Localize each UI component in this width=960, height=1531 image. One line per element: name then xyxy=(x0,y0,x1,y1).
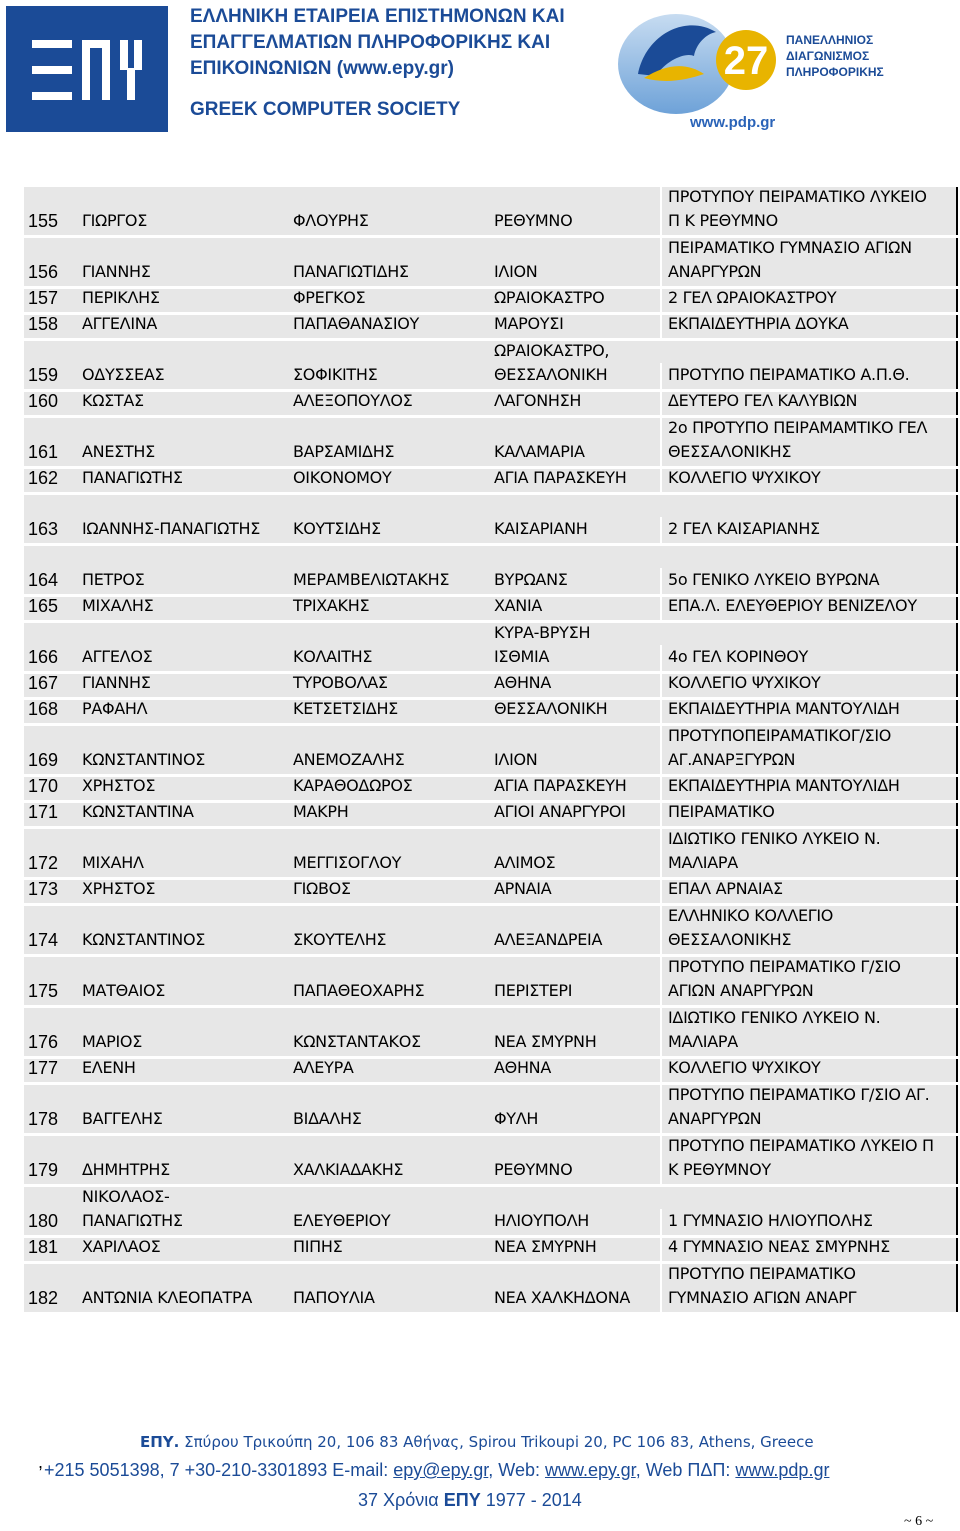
cell-first-name: ΑΓΓΕΛΟΣ xyxy=(82,647,153,666)
cell-school: ΠΡΟΤΥΠΟ ΠΕΙΡΑΜΑΤΙΚΟ Α.Π.Θ. xyxy=(660,363,958,389)
cell-city: ΙΛΙΟΝ xyxy=(494,262,538,281)
cell-last-name: ΚΟΥΤΣΙΔΗΣ xyxy=(293,519,381,538)
cell-row-number: 174 xyxy=(28,930,59,950)
cell-school: 2 ΓΕΛ ΩΡΑΙΟΚΑΣΤΡΟΥ xyxy=(660,286,958,312)
cell-row-number: 172 xyxy=(28,853,59,873)
epy-logo xyxy=(6,6,168,132)
table-row xyxy=(24,418,958,469)
pdp-number: 27 xyxy=(723,39,769,83)
cell-row-number: 159 xyxy=(28,365,59,385)
cell-last-name: ΠΑΝΑΓΙΩΤΙΔΗΣ xyxy=(293,262,409,281)
cell-city: ΝΕΑ ΣΜΥΡΝΗ xyxy=(494,1237,597,1256)
cell-first-name: ΟΔΥΣΣΕΑΣ xyxy=(82,365,165,384)
cell-school: ΕΠΑΛ ΑΡΝΑΙΑΣ xyxy=(660,877,958,903)
cell-last-name: ΠΑΠΑΘΕΟΧΑΡΗΣ xyxy=(293,981,425,1000)
table-row xyxy=(24,1008,958,1059)
cell-last-name: ΣΚΟΥΤΕΛΗΣ xyxy=(293,930,387,949)
cell-city: ΑΘΗΝΑ xyxy=(494,673,551,692)
table-border xyxy=(956,495,958,543)
table-row xyxy=(24,1238,958,1264)
cell-last-name: ΒΑΡΣΑΜΙΔΗΣ xyxy=(293,442,395,461)
cell-row-number: 175 xyxy=(28,981,59,1001)
pdp-url: www.pdp.gr xyxy=(690,114,776,131)
cell-city: ΑΓΙΟΙ ΑΝΑΡΓΥΡΟΙ xyxy=(494,802,626,821)
cell-last-name: ΤΡΙΧΑΚΗΣ xyxy=(293,596,370,615)
organization-english-name: GREEK COMPUTER SOCIETY xyxy=(190,99,461,120)
table-border xyxy=(956,880,958,903)
table-row xyxy=(24,315,958,341)
cell-school: ΙΔΙΩΤΙΚΟ ΓΕΝΙΚΟ ΛΥΚΕΙΟ Ν. ΜΑΛΙΑΡΑ xyxy=(660,827,958,877)
cell-row-number: 165 xyxy=(28,596,59,616)
cell-city: ΠΕΡΙΣΤΕΡΙ xyxy=(494,981,573,1000)
cell-row-number: 173 xyxy=(28,879,59,899)
footer-brand: ΕΠΥ. xyxy=(140,1433,180,1451)
cell-city: ΝΕΑ ΣΜΥΡΝΗ xyxy=(494,1032,597,1051)
pdp-logo xyxy=(616,4,884,116)
cell-row-number: 171 xyxy=(28,802,59,822)
cell-school: ΔΕΥΤΕΡΟ ΓΕΛ ΚΑΛΥΒΙΩΝ xyxy=(660,389,958,415)
table-row xyxy=(24,546,958,597)
cell-first-name: ΜΑΡΙΟΣ xyxy=(82,1032,143,1051)
cell-row-number: 155 xyxy=(28,211,59,231)
table-border xyxy=(956,674,958,697)
cell-row-number: 162 xyxy=(28,468,59,488)
cell-school: ΕΚΠΑΙΔΕΥΤΗΡΙΑ ΜΑΝΤΟΥΛΙΔΗ xyxy=(660,774,958,800)
table-border xyxy=(956,1238,958,1261)
cell-row-number: 176 xyxy=(28,1032,59,1052)
cell-school: ΙΔΙΩΤΙΚΟ ΓΕΝΙΚΟ ΛΥΚΕΙΟ Ν. ΜΑΛΙΑΡΑ xyxy=(660,1006,958,1056)
table-border xyxy=(956,392,958,415)
table-row xyxy=(24,1264,958,1315)
cell-first-name: ΑΝΤΩΝΙΑ ΚΛΕΟΠΑΤΡΑ xyxy=(82,1288,253,1307)
cell-city: ΒΥΡΩΑΝΣ xyxy=(494,570,568,589)
table-border xyxy=(956,546,958,594)
cell-first-name: ΠΑΝΑΓΙΩΤΗΣ xyxy=(82,468,183,487)
table-border xyxy=(956,418,958,466)
page-header xyxy=(0,0,960,140)
cell-city: ΝΕΑ ΧΑΛΚΗΔΟΝΑ xyxy=(494,1288,631,1307)
cell-last-name: ΣΟΦΙΚΙΤΗΣ xyxy=(293,365,378,384)
cell-row-number: 157 xyxy=(28,288,59,308)
cell-city: ΡΕΘΥΜΝΟ xyxy=(494,211,573,230)
table-border xyxy=(956,341,958,389)
table-border xyxy=(956,957,958,1005)
cell-row-number: 160 xyxy=(28,391,59,411)
cell-school: ΠΕΙΡΑΜΑΤΙΚΟ ΓΥΜΝΑΣΙΟ ΑΓΙΩΝ ΑΝΑΡΓΥΡΩΝ xyxy=(660,236,958,286)
cell-first-name: ΧΡΗΣΤΟΣ xyxy=(82,879,156,898)
table-row xyxy=(24,597,958,623)
organization-name: ΕΛΛΗΝΙΚΗ ΕΤΑΙΡΕΙΑ ΕΠΙΣΤΗΜΟΝΩΝ ΚΑΙ ΕΠΑΓΓΕΛΜΑΤΙΩΝ ΠΛΗΡΟΦΟΡΙΚΗΣ ΚΑΙ ΕΠΙΚΟΙΝΩΝΙΩΝ (www.epy.gr) xyxy=(190,6,565,79)
table-border xyxy=(956,1059,958,1082)
email-link[interactable]: epy@epy.gr xyxy=(393,1460,489,1480)
cell-first-name: ΜΙΧΑΗΛ xyxy=(82,853,144,872)
cell-first-name: ΜΙΧΑΛΗΣ xyxy=(82,596,154,615)
cell-last-name: ΕΛΕΥΘΕΡΙΟΥ xyxy=(293,1211,391,1230)
cell-last-name: ΠΑΠΟΥΛΙΑ xyxy=(293,1288,375,1307)
table-border xyxy=(956,238,958,286)
cell-last-name: ΦΛΟΥΡΗΣ xyxy=(293,211,369,230)
table-border xyxy=(956,1187,958,1235)
cell-first-name: ΝΙΚΟΛΑΟΣ- ΠΑΝΑΓΙΩΤΗΣ xyxy=(82,1187,183,1230)
cell-city: ΑΛΕΞΑΝΔΡΕΙΑ xyxy=(494,930,603,949)
table-row xyxy=(24,238,958,289)
cell-last-name: ΚΟΛΑΙΤΗΣ xyxy=(293,647,373,666)
cell-school: 4ο ΓΕΛ ΚΟΡΙΝΘΟΥ xyxy=(660,645,958,671)
cell-first-name: ΚΩΣΤΑΣ xyxy=(82,391,144,410)
cell-last-name: ΧΑΛΚΙΑΔΑΚΗΣ xyxy=(293,1160,404,1179)
cell-first-name: ΧΡΗΣΤΟΣ xyxy=(82,776,156,795)
cell-last-name: ΟΙΚΟΝΟΜΟΥ xyxy=(293,468,392,487)
table-row xyxy=(24,726,958,777)
cell-first-name: ΔΗΜΗΤΡΗΣ xyxy=(82,1160,170,1179)
cell-last-name: ΦΡΕΓΚΟΣ xyxy=(293,288,366,307)
table-row xyxy=(24,700,958,726)
cell-last-name: ΜΕΡΑΜΒΕΛΙΩΤΑΚΗΣ xyxy=(293,570,450,589)
cell-last-name: ΑΛΕΥΡΑ xyxy=(293,1058,354,1077)
table-row xyxy=(24,469,958,495)
cell-last-name: ΠΙΠΗΣ xyxy=(293,1237,343,1256)
cell-first-name: ΚΩΝΣΤΑΝΤΙΝΑ xyxy=(82,802,194,821)
cell-city: ΑΓΙΑ ΠΑΡΑΣΚΕΥΗ xyxy=(494,776,627,795)
cell-city: ΩΡΑΙΟΚΑΣΤΡΟ, ΘΕΣΣΑΛΟΝΙΚΗ xyxy=(494,341,610,384)
cell-school: ΕΚΠΑΙΔΕΥΤΗΡΙΑ ΜΑΝΤΟΥΛΙΔΗ xyxy=(660,697,958,723)
table-row xyxy=(24,829,958,880)
cell-city: ΜΑΡΟΥΣΙ xyxy=(494,314,564,333)
cell-city: ΘΕΣΣΑΛΟΝΙΚΗ xyxy=(494,699,608,718)
cell-last-name: ΤΥΡΟΒΟΛΑΣ xyxy=(293,673,388,692)
table-border xyxy=(956,289,958,312)
table-border xyxy=(956,1264,958,1312)
cell-row-number: 166 xyxy=(28,647,59,667)
cell-last-name: ΒΙΔΑΛΗΣ xyxy=(293,1109,362,1128)
cell-row-number: 164 xyxy=(28,570,59,590)
table-border xyxy=(956,726,958,774)
cell-school: ΚΟΛΛΕΓΙΟ ΨΥΧΙΚΟΥ xyxy=(660,671,958,697)
page-footer: ΕΠΥ. Σπύρου Τρικούπη 20, 106 83 Αθήνας, Spirou Trikoupi 20, PC 106 83, Athens, Greece , +215 5051398, 7 +30-210-3301893 E-mail: epy@epy.gr, Web: www.epy.gr, Web ΠΔΠ: www.pdp.gr 37 Χρόνια ΕΠΥ 1977 - 2014 ~ 6 ~ xyxy=(38,1433,934,1529)
table-border xyxy=(956,700,958,723)
cell-row-number: 181 xyxy=(28,1237,59,1257)
table-border xyxy=(956,1136,958,1184)
cell-row-number: 179 xyxy=(28,1160,59,1180)
cell-school: ΠΡΟΤΥΠΟΥ ΠΕΙΡΑΜΑΤΙΚΟ ΛΥΚΕΙΟ Π Κ ΡΕΘΥΜΝΟ xyxy=(660,185,958,235)
cell-school: ΠΡΟΤΥΠΟ ΠΕΙΡΑΜΑΤΙΚΟ ΛΥΚΕΙΟ Π Κ ΡΕΘΥΜΝΟΥ xyxy=(660,1134,958,1184)
cell-row-number: 170 xyxy=(28,776,59,796)
cell-last-name: ΑΛΕΞΟΠΟΥΛΟΣ xyxy=(293,391,413,410)
cell-school: ΕΠΑ.Λ. ΕΛΕΥΘΕΡΙΟΥ ΒΕΝΙΖΕΛΟΥ xyxy=(660,594,958,620)
table-row xyxy=(24,341,958,392)
cell-city: ΑΛΙΜΟΣ xyxy=(494,853,556,872)
table-row xyxy=(24,623,958,674)
cell-last-name: ΓΙΩΒΟΣ xyxy=(293,879,351,898)
table-border xyxy=(956,623,958,671)
cell-last-name: ΠΑΠΑΘΑΝΑΣΙΟΥ xyxy=(293,314,420,333)
cell-row-number: 177 xyxy=(28,1058,59,1078)
cell-first-name: ΚΩΝΣΤΑΝΤΙΝΟΣ xyxy=(82,930,206,949)
cell-row-number: 180 xyxy=(28,1211,59,1231)
cell-first-name: ΧΑΡΙΛΑΟΣ xyxy=(82,1237,161,1256)
cell-row-number: 156 xyxy=(28,262,59,282)
cell-first-name: ΚΩΝΣΤΑΝΤΙΝΟΣ xyxy=(82,750,206,769)
table-row xyxy=(24,187,958,238)
cell-row-number: 168 xyxy=(28,699,59,719)
cell-first-name: ΠΕΤΡΟΣ xyxy=(82,570,145,589)
cell-city: ΚΑΛΑΜΑΡΙΑ xyxy=(494,442,585,461)
cell-school: ΚΟΛΛΕΓΙΟ ΨΥΧΙΚΟΥ xyxy=(660,1056,958,1082)
cell-school: 2 ΓΕΛ ΚΑΙΣΑΡΙΑΝΗΣ xyxy=(660,517,958,543)
cell-school: ΕΚΠΑΙΔΕΥΤΗΡΙΑ ΔΟΥΚΑ xyxy=(660,312,958,338)
cell-school: ΠΕΙΡΑΜΑΤΙΚΟ xyxy=(660,800,958,826)
table-border xyxy=(956,906,958,954)
svg-text:ΔΙΑΓΩΝΙΣΜΟΣ: ΔΙΑΓΩΝΙΣΜΟΣ xyxy=(786,49,870,63)
table-border xyxy=(956,315,958,338)
table-row xyxy=(24,495,958,546)
svg-text:ΠΛΗΡΟΦΟΡΙΚΗΣ: ΠΛΗΡΟΦΟΡΙΚΗΣ xyxy=(786,65,884,79)
table-border xyxy=(956,1008,958,1056)
cell-first-name: ΑΝΕΣΤΗΣ xyxy=(82,442,155,461)
table-row xyxy=(24,1085,958,1136)
results-table xyxy=(24,187,958,1315)
svg-text:ΠΑΝΕΛΛΗΝΙΟΣ: ΠΑΝΕΛΛΗΝΙΟΣ xyxy=(786,33,874,47)
table-border xyxy=(956,469,958,492)
cell-row-number: 178 xyxy=(28,1109,59,1129)
cell-row-number: 161 xyxy=(28,442,59,462)
table-border xyxy=(956,187,958,235)
cell-school: 5ο ΓΕΝΙΚΟ ΛΥΚΕΙΟ ΒΥΡΩΝΑ xyxy=(660,568,958,594)
cell-row-number: 158 xyxy=(28,314,59,334)
table-row xyxy=(24,1187,958,1238)
cell-first-name: ΕΛΕΝΗ xyxy=(82,1058,136,1077)
cell-first-name: ΑΓΓΕΛΙΝΑ xyxy=(82,314,158,333)
cell-city: ΦΥΛΗ xyxy=(494,1109,539,1128)
table-row xyxy=(24,803,958,829)
cell-last-name: ΚΩΝΣΤΑΝΤΑΚΟΣ xyxy=(293,1032,421,1051)
cell-first-name: ΙΩΑΝΝΗΣ-ΠΑΝΑΓΙΩΤΗΣ xyxy=(82,519,261,538)
cell-first-name: ΡΑΦΑΗΛ xyxy=(82,699,148,718)
page-number: ~ 6 ~ xyxy=(904,1514,934,1529)
cell-row-number: 169 xyxy=(28,750,59,770)
cell-city: ΡΕΘΥΜΝΟ xyxy=(494,1160,573,1179)
cell-last-name: ΚΑΡΑΘΟΔΩΡΟΣ xyxy=(293,776,413,795)
cell-city: ΧΑΝΙΑ xyxy=(494,596,543,615)
table-border xyxy=(956,1085,958,1133)
cell-last-name: ΜΑΚΡΗ xyxy=(293,802,349,821)
cell-school: ΠΡΟΤΥΠΟ ΠΕΙΡΑΜΑΤΙΚΟ Γ/ΣΙΟ ΑΓΙΩΝ ΑΝΑΡΓΥΡΩΝ xyxy=(660,955,958,1005)
pdp-web-link[interactable]: www.pdp.gr xyxy=(735,1460,830,1480)
footer-address: ΕΠΥ. Σπύρου Τρικούπη 20, 106 83 Αθήνας, Spirou Trikoupi 20, PC 106 83, Athens, Greece xyxy=(140,1433,814,1451)
cell-city: ΗΛΙΟΥΠΟΛΗ xyxy=(494,1211,589,1230)
table-border xyxy=(956,829,958,877)
table-row xyxy=(24,392,958,418)
table-row xyxy=(24,880,958,906)
cell-city: ΛΑΓΟΝΗΣΗ xyxy=(494,391,582,410)
table-border xyxy=(956,803,958,826)
cell-school: ΠΡΟΤΥΠΟ ΠΕΙΡΑΜΑΤΙΚΟ ΓΥΜΝΑΣΙΟ ΑΓΙΩΝ ΑΝΑΡΓ xyxy=(660,1262,958,1312)
cell-last-name: ΑΝΕΜΟΖΑΛΗΣ xyxy=(293,750,405,769)
table-row xyxy=(24,1059,958,1085)
cell-first-name: ΓΙΑΝΝΗΣ xyxy=(82,262,151,281)
cell-school: 4 ΓΥΜΝΑΣΙΟ ΝΕΑΣ ΣΜΥΡΝΗΣ xyxy=(660,1235,958,1261)
cell-school: ΚΟΛΛΕΓΙΟ ΨΥΧΙΚΟΥ xyxy=(660,466,958,492)
cell-city: ΚΥΡΑ-ΒΡΥΣΗ ΙΣΘΜΙΑ xyxy=(494,623,591,666)
cell-city: ΑΓΙΑ ΠΑΡΑΣΚΕΥΗ xyxy=(494,468,627,487)
footer-contact: +215 5051398, 7 +30-210-3301893 E-mail: epy@epy.gr, Web: www.epy.gr, Web ΠΔΠ: www.pdp.gr xyxy=(44,1460,830,1480)
cell-school: ΠΡΟΤΥΠΟ ΠΕΙΡΑΜΑΤΙΚΟ Γ/ΣΙΟ ΑΓ. ΑΝΑΡΓΥΡΩΝ xyxy=(660,1083,958,1133)
cell-last-name: ΜΕΓΓΙΣΟΓΛΟΥ xyxy=(293,853,402,872)
cell-school: 1 ΓΥΜΝΑΣΙΟ ΗΛΙΟΥΠΟΛΗΣ xyxy=(660,1209,958,1235)
cell-school: ΕΛΛΗΝΙΚΟ ΚΟΛΛΕΓΙΟ ΘΕΣΣΑΛΟΝΙΚΗΣ xyxy=(660,904,958,954)
table-row xyxy=(24,1136,958,1187)
cell-row-number: 163 xyxy=(28,519,59,539)
cell-first-name: ΒΑΓΓΕΛΗΣ xyxy=(82,1109,163,1128)
cell-school: 2ο ΠΡΟΤΥΠΟ ΠΕΙΡΑΜΑΜΤΙΚΟ ΓΕΛ ΘΕΣΣΑΛΟΝΙΚΗΣ xyxy=(660,416,958,466)
cell-city: ΑΘΗΝΑ xyxy=(494,1058,551,1077)
cell-city: ΑΡΝΑΙΑ xyxy=(494,879,552,898)
table-row xyxy=(24,957,958,1008)
cell-city: ΩΡΑΙΟΚΑΣΤΡΟ xyxy=(494,288,605,307)
cell-school: ΠΡΟΤΥΠΟΠΕΙΡΑΜΑΤΙΚΟΓ/ΣΙΟ ΑΓ.ΑΝΑΡΞΓΥΡΩΝ xyxy=(660,724,958,774)
table-border xyxy=(956,777,958,800)
cell-first-name: ΜΑΤΘΑΙΟΣ xyxy=(82,981,166,1000)
cell-row-number: 182 xyxy=(28,1288,59,1308)
table-row xyxy=(24,906,958,957)
web-link[interactable]: www.epy.gr xyxy=(544,1460,636,1480)
cell-city: ΙΛΙΟΝ xyxy=(494,750,538,769)
table-border xyxy=(956,597,958,620)
cell-first-name: ΓΙΩΡΓΟΣ xyxy=(82,211,148,230)
cell-first-name: ΠΕΡΙΚΛΗΣ xyxy=(82,288,160,307)
cell-row-number: 167 xyxy=(28,673,59,693)
footer-years: 37 Χρόνια ΕΠΥ 1977 - 2014 xyxy=(358,1490,582,1510)
cell-first-name: ΓΙΑΝΝΗΣ xyxy=(82,673,151,692)
cell-city: ΚΑΙΣΑΡΙΑΝΗ xyxy=(494,519,588,538)
cell-last-name: ΚΕΤΣΕΤΣΙΔΗΣ xyxy=(293,699,398,718)
